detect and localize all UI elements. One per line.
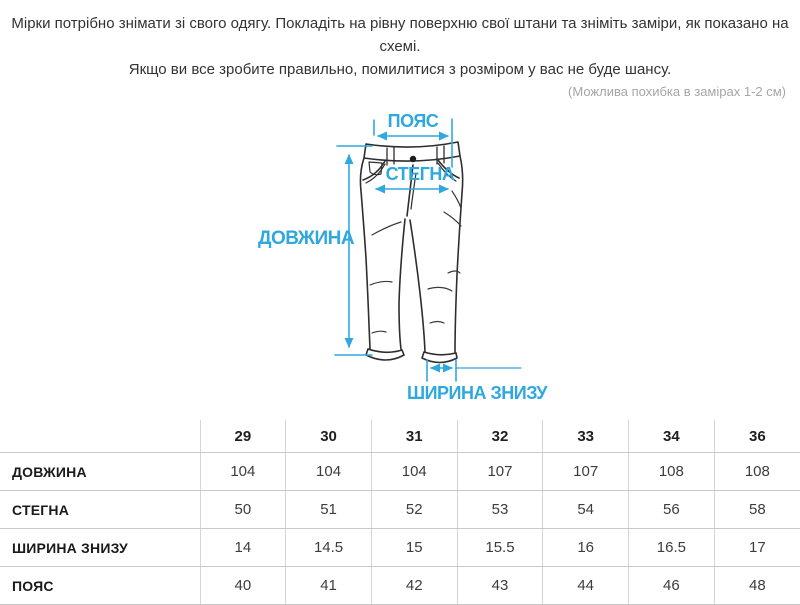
left-inseam <box>399 219 405 349</box>
size-cell: 108 <box>629 453 715 491</box>
size-cell: 14.5 <box>286 529 372 567</box>
header-row <box>0 420 800 453</box>
row-label: ПОЯС <box>0 567 200 605</box>
size-cell: 44 <box>543 567 629 605</box>
size-cell: 17 <box>714 529 800 567</box>
size-cell: 56 <box>629 491 715 529</box>
size-cell: 104 <box>286 453 372 491</box>
right-inseam <box>410 220 425 352</box>
size-cell: 43 <box>457 567 543 605</box>
size-table <box>0 420 800 605</box>
intro-line-1: Мірки потрібно знімати зі свого одягу. Покладіть на рівну поверхню свої штани та зніміть заміри, як показано на схемі. <box>11 15 789 55</box>
size-cell: 107 <box>457 453 543 491</box>
size-cell: 54 <box>543 491 629 529</box>
table-row-waist <box>0 567 800 605</box>
size-cell: 53 <box>457 491 543 529</box>
tolerance-note: (Можлива похибка в замірах 1-2 см) <box>568 84 786 99</box>
size-cell: 104 <box>200 453 286 491</box>
row-label: СТЕГНА <box>0 491 200 529</box>
size-cell: 46 <box>629 567 715 605</box>
column-header: 29 <box>200 420 286 453</box>
corner-cell <box>0 420 200 453</box>
column-header: 33 <box>543 420 629 453</box>
row-label: ШИРИНА ЗНИЗУ <box>0 529 200 567</box>
size-cell: 108 <box>714 453 800 491</box>
size-cell: 51 <box>286 491 372 529</box>
column-header: 31 <box>371 420 457 453</box>
jeans-diagram-svg <box>0 108 800 418</box>
size-cell: 107 <box>543 453 629 491</box>
size-cell: 58 <box>714 491 800 529</box>
size-cell: 42 <box>371 567 457 605</box>
size-cell: 48 <box>714 567 800 605</box>
waist-label: ПОЯС <box>387 111 439 131</box>
size-cell: 14 <box>200 529 286 567</box>
size-cell: 15.5 <box>457 529 543 567</box>
right-outer-seam <box>455 156 463 352</box>
size-cell: 50 <box>200 491 286 529</box>
size-cell: 41 <box>286 567 372 605</box>
hips-label: СТЕГНА <box>385 164 455 184</box>
size-cell: 104 <box>371 453 457 491</box>
jeans-measurement-diagram <box>0 108 800 418</box>
size-cell: 16 <box>543 529 629 567</box>
column-header: 34 <box>629 420 715 453</box>
size-cell: 52 <box>371 491 457 529</box>
table-row-hips <box>0 491 800 529</box>
intro-text <box>0 0 800 81</box>
size-cell: 15 <box>371 529 457 567</box>
column-header: 30 <box>286 420 372 453</box>
waist-button <box>410 156 416 162</box>
column-header: 36 <box>714 420 800 453</box>
intro-line-2: Якщо ви все зробите правильно, помилитися з розміром у вас не буде шансу. <box>128 61 672 78</box>
size-cell: 40 <box>200 567 286 605</box>
length-label: ДОВЖИНА <box>257 228 355 249</box>
left-outer-seam <box>360 158 370 349</box>
table-row-length <box>0 453 800 491</box>
column-header: 32 <box>457 420 543 453</box>
size-cell: 16.5 <box>629 529 715 567</box>
table-row-bottom-width <box>0 529 800 567</box>
bottom-width-label: ШИРИНА ЗНИЗУ <box>407 383 547 403</box>
row-label: ДОВЖИНА <box>0 453 200 491</box>
